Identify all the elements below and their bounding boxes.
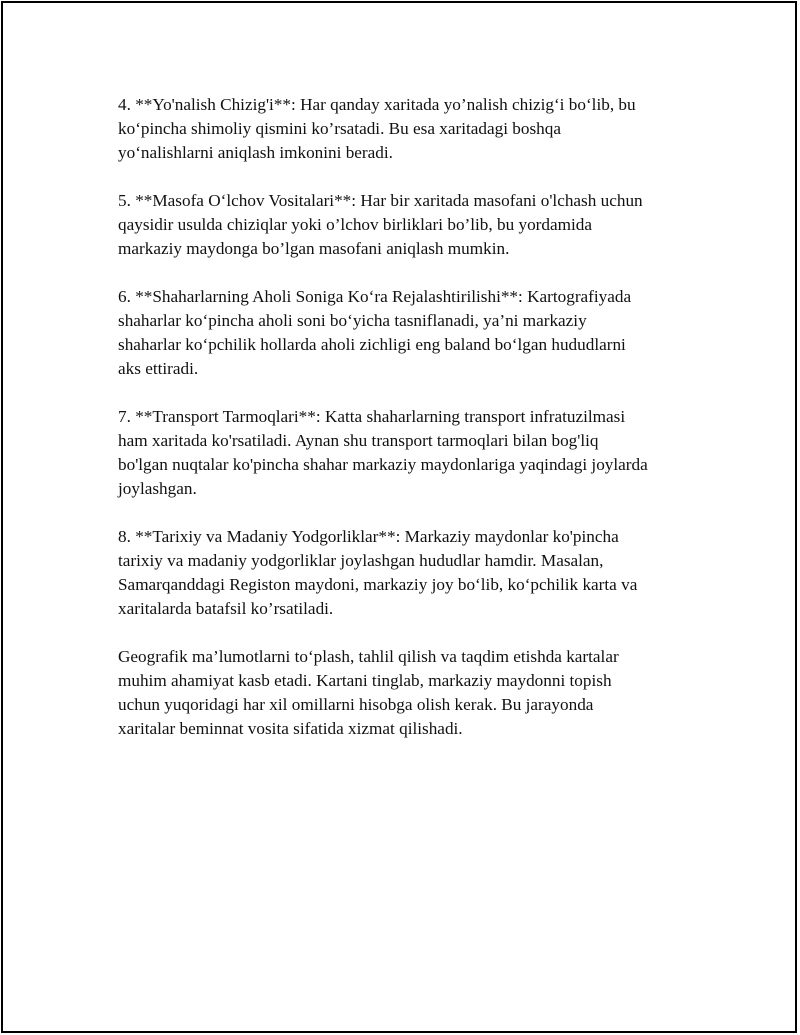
text-line: joylashgan. xyxy=(118,479,197,498)
text-line: yo‘nalishlarni aniqlash imkonini beradi. xyxy=(118,143,393,162)
text-line: 4. **Yo'nalish Chizig'i**: Har qanday xaritada yo’nalish chizig‘i bo‘lib, bu xyxy=(118,95,636,114)
paragraph-distance-tools xyxy=(118,189,698,261)
text-line: shaharlar ko‘pchilik hollarda aholi zichligi eng baland bo‘lgan hududlarni xyxy=(118,335,626,354)
text-line: Geografik ma’lumotlarni to‘plash, tahlil qilish va taqdim etishda kartalar xyxy=(118,647,619,666)
paragraph-population-planning xyxy=(118,285,698,381)
text-line: markaziy maydonga bo’lgan masofani aniqlash mumkin. xyxy=(118,239,510,258)
text-line: bo'lgan nuqtalar ko'pincha shahar markaziy maydonlariga yaqindagi joylarda xyxy=(118,455,648,474)
paragraph-transport-networks xyxy=(118,405,698,501)
text-line: 8. **Tarixiy va Madaniy Yodgorliklar**: Markaziy maydonlar ko'pincha xyxy=(118,527,619,546)
text-line: 6. **Shaharlarning Aholi Soniga Ko‘ra Rejalashtirilishi**: Kartografiyada xyxy=(118,287,632,306)
text-line: aks ettiradi. xyxy=(118,359,199,378)
text-line: qaysidir usulda chiziqlar yoki o’lchov birliklari bo’lib, bu yordamida xyxy=(118,215,592,234)
text-line: tarixiy va madaniy yodgorliklar joylashgan hududlar hamdir. Masalan, xyxy=(118,551,604,570)
document-body xyxy=(118,93,698,765)
paragraph-direction-line xyxy=(118,93,698,165)
text-line: ham xaritada ko'rsatiladi. Aynan shu transport tarmoqlari bilan bog'liq xyxy=(118,431,599,450)
paragraph-historical-monuments xyxy=(118,525,698,621)
text-line: 5. **Masofa O‘lchov Vositalari**: Har bir xaritada masofani o'lchash uchun xyxy=(118,191,643,210)
text-line: uchun yuqoridagi har xil omillarni hisobga olish kerak. Bu jarayonda xyxy=(118,695,594,714)
text-line: Samarqanddagi Registon maydoni, markaziy joy bo‘lib, ko‘pchilik karta va xyxy=(118,575,638,594)
text-line: muhim ahamiyat kasb etadi. Kartani tinglab, markaziy maydonni topish xyxy=(118,671,612,690)
paragraph-conclusion xyxy=(118,645,698,741)
text-line: xaritalarda batafsil ko’rsatiladi. xyxy=(118,599,334,618)
text-line: 7. **Transport Tarmoqlari**: Katta shaharlarning transport infratuzilmasi xyxy=(118,407,626,426)
text-line: xaritalar beminnat vosita sifatida xizmat qilishadi. xyxy=(118,719,463,738)
text-line: ko‘pincha shimoliy qismini ko’rsatadi. Bu esa xaritadagi boshqa xyxy=(118,119,561,138)
text-line: shaharlar ko‘pincha aholi soni bo‘yicha tasniflanadi, ya’ni markaziy xyxy=(118,311,587,330)
